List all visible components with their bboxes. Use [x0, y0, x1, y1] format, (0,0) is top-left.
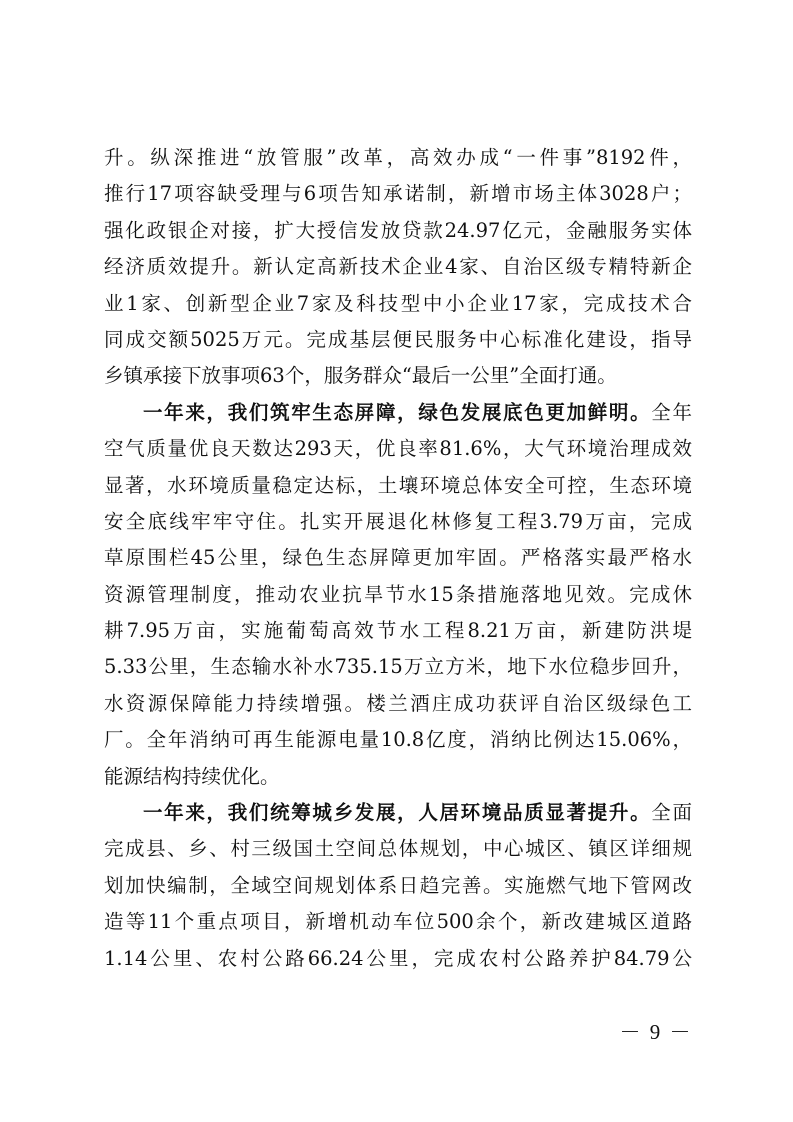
text-line: 推行17项容缺受理与6项告知承诺制，新增市场主体3028户；	[104, 182, 692, 206]
page-number: － 9 －	[619, 1020, 693, 1044]
text-line: 强化政银企对接，扩大授信发放贷款24.97亿元，金融服务实体	[104, 218, 692, 242]
paragraph-first-line	[104, 795, 692, 831]
text-line: 乡镇承接下放事项63个，服务群众“最后一公里”全面打通。	[104, 364, 617, 388]
paragraph	[104, 395, 692, 795]
paragraph-heading: 一年来，我们统筹城乡发展，人居环境品质显著提升。	[143, 801, 652, 825]
paragraph	[104, 795, 692, 977]
text-line: 资源管理制度，推动农业抗旱节水15条措施落地见效。完成休	[104, 582, 692, 606]
paragraph-first-line	[104, 395, 692, 431]
text-span: 全面	[651, 801, 692, 825]
text-line: 1.14公里、农村公路66.24公里，完成农村公路养护84.79公	[104, 946, 692, 970]
text-line: 空气质量优良天数达293天，优良率81.6%，大气环境治理成效	[104, 437, 692, 461]
paragraph-heading: 一年来，我们筑牢生态屏障，绿色发展底色更加鲜明。	[143, 400, 652, 424]
text-span: 全年	[651, 400, 692, 424]
text-line: 经济质效提升。新认定高新技术企业4家、自治区级专精特新企	[104, 255, 692, 279]
text-line: 显著，水环境质量稳定达标，土壤环境总体安全可控，生态环境	[104, 473, 692, 497]
text-line: 草原围栏45公里，绿色生态屏障更加牢固。严格落实最严格水	[104, 546, 692, 570]
text-line: 造等11个重点项目，新增机动车位500余个，新改建城区道路	[104, 910, 692, 934]
text-line: 耕7.95万亩，实施葡萄高效节水工程8.21万亩，新建防洪堤	[104, 619, 692, 643]
document-body	[104, 140, 692, 977]
text-line: 同成交额5025万元。完成基层便民服务中心标准化建设，指导	[104, 327, 692, 351]
text-line: 升。纵深推进“放管服”改革，高效办成“一件事”8192件，	[104, 146, 692, 169]
paragraph	[104, 140, 692, 395]
text-line: 厂。全年消纳可再生能源电量10.8亿度，消纳比例达15.06%，	[104, 728, 692, 752]
text-line: 安全底线牢牢守住。扎实开展退化林修复工程3.79万亩，完成	[104, 509, 692, 533]
text-line: 5.33公里，生态输水补水735.15万立方米，地下水位稳步回升，	[104, 655, 692, 679]
text-line: 能源结构持续优化。	[104, 764, 280, 788]
text-line: 划加快编制，全域空间规划体系日趋完善。实施燃气地下管网改	[104, 873, 692, 897]
text-line: 业1家、创新型企业7家及科技型中小企业17家，完成技术合	[104, 291, 692, 315]
text-line: 水资源保障能力持续增强。楼兰酒庄成功获评自治区级绿色工	[104, 691, 692, 715]
text-line: 完成县、乡、村三级国土空间总体规划，中心城区、镇区详细规	[104, 837, 692, 861]
